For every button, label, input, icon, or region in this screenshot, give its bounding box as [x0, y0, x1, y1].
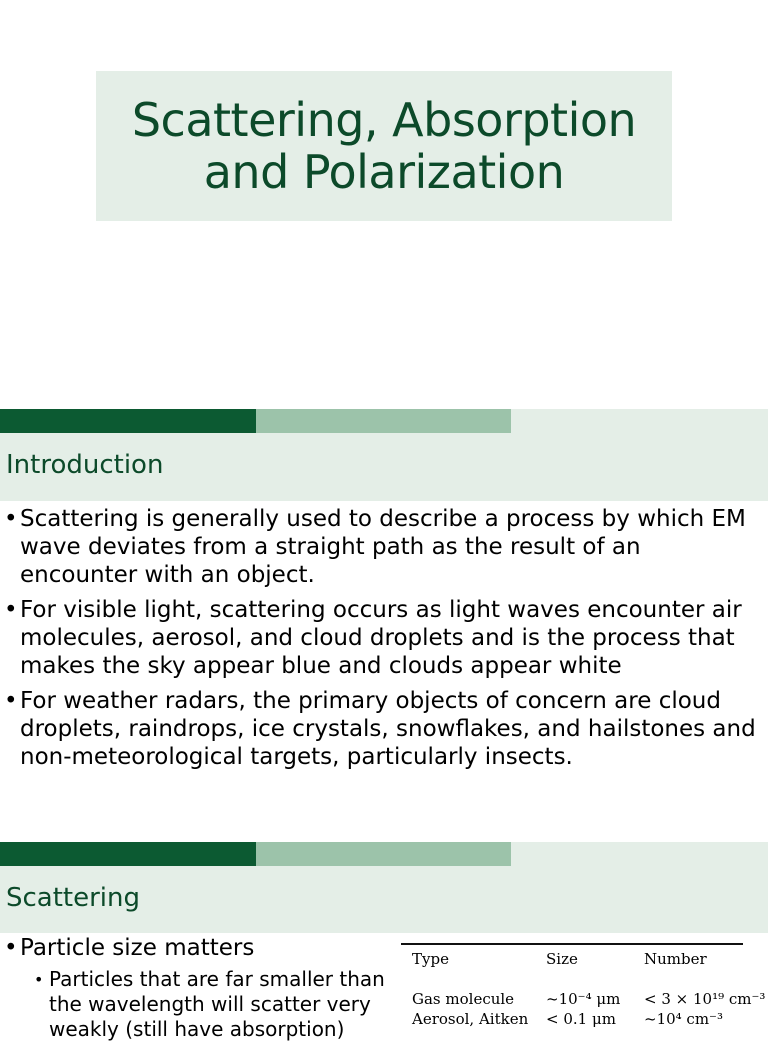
bullet-item: • Particle size matters: [4, 935, 255, 961]
sub-bullet-text: Particles that are far smaller than the wavelength will scatter very weakly (still have absorption): [49, 967, 385, 1041]
table-header-size: Size: [546, 950, 578, 968]
header-band: [0, 409, 768, 433]
table-header-type: Type: [412, 950, 449, 968]
bullet-list: [4, 505, 764, 778]
title-box: [96, 71, 672, 221]
band-segment-mid: [256, 842, 511, 866]
table-cell-number: < 3 × 10¹⁹ cm⁻³: [644, 990, 766, 1008]
slide-heading: Scattering: [6, 883, 141, 913]
header-band: [0, 842, 768, 866]
sub-bullet-item: • Particles that are far smaller than the wavelength will scatter very weakly (still have absorption): [34, 967, 389, 1042]
table-cell-number: ~10⁴ cm⁻³: [644, 1010, 723, 1028]
heading-bar: [0, 433, 768, 501]
table-cell-size: < 0.1 μm: [546, 1010, 616, 1028]
table-cell-size: ~10⁻⁴ μm: [546, 990, 621, 1008]
bullet-item: • For weather radars, the primary objects of concern are cloud droplets, raindrops, ice crystals, snowflakes, and hailstones and non-meteorological targets, particularly insects.: [4, 688, 756, 770]
band-segment-mid: [256, 409, 511, 433]
band-segment-dark: [0, 409, 256, 433]
table-top-rule: [401, 943, 743, 945]
table-cell-type: Aerosol, Aitken: [412, 1010, 529, 1028]
bullet-item: • For visible light, scattering occurs as light waves encounter air molecules, aerosol, and cloud droplets and is the process that makes the sky appear blue and clouds appear white: [4, 597, 742, 679]
bullet-text: Scattering is generally used to describe a process by which EM wave deviates from a straight path as the result of an encounter with an object.: [20, 506, 746, 588]
band-segment-dark: [0, 842, 256, 866]
band-segment-light: [511, 409, 768, 433]
table-header-number: Number: [644, 950, 707, 968]
bullet-text: For visible light, scattering occurs as light waves encounter air molecules, aerosol, and cloud droplets and is the process that makes the sky appear blue and clouds appear white: [20, 597, 742, 679]
table-cell-type: Gas molecule: [412, 990, 515, 1008]
bullet-text: For weather radars, the primary objects of concern are cloud droplets, raindrops, ice crystals, snowflakes, and hailstones and non-meteorological targets, particularly insects.: [20, 688, 756, 770]
band-segment-light: [511, 842, 768, 866]
slide-title: Scattering, Absorption and Polarization: [131, 93, 637, 199]
heading-bar: [0, 866, 768, 933]
bullet-text: Particle size matters: [20, 935, 255, 961]
slide-heading: Introduction: [6, 450, 164, 480]
bullet-item: • Scattering is generally used to describe a process by which EM wave deviates from a straight path as the result of an encounter with an object.: [4, 506, 746, 588]
